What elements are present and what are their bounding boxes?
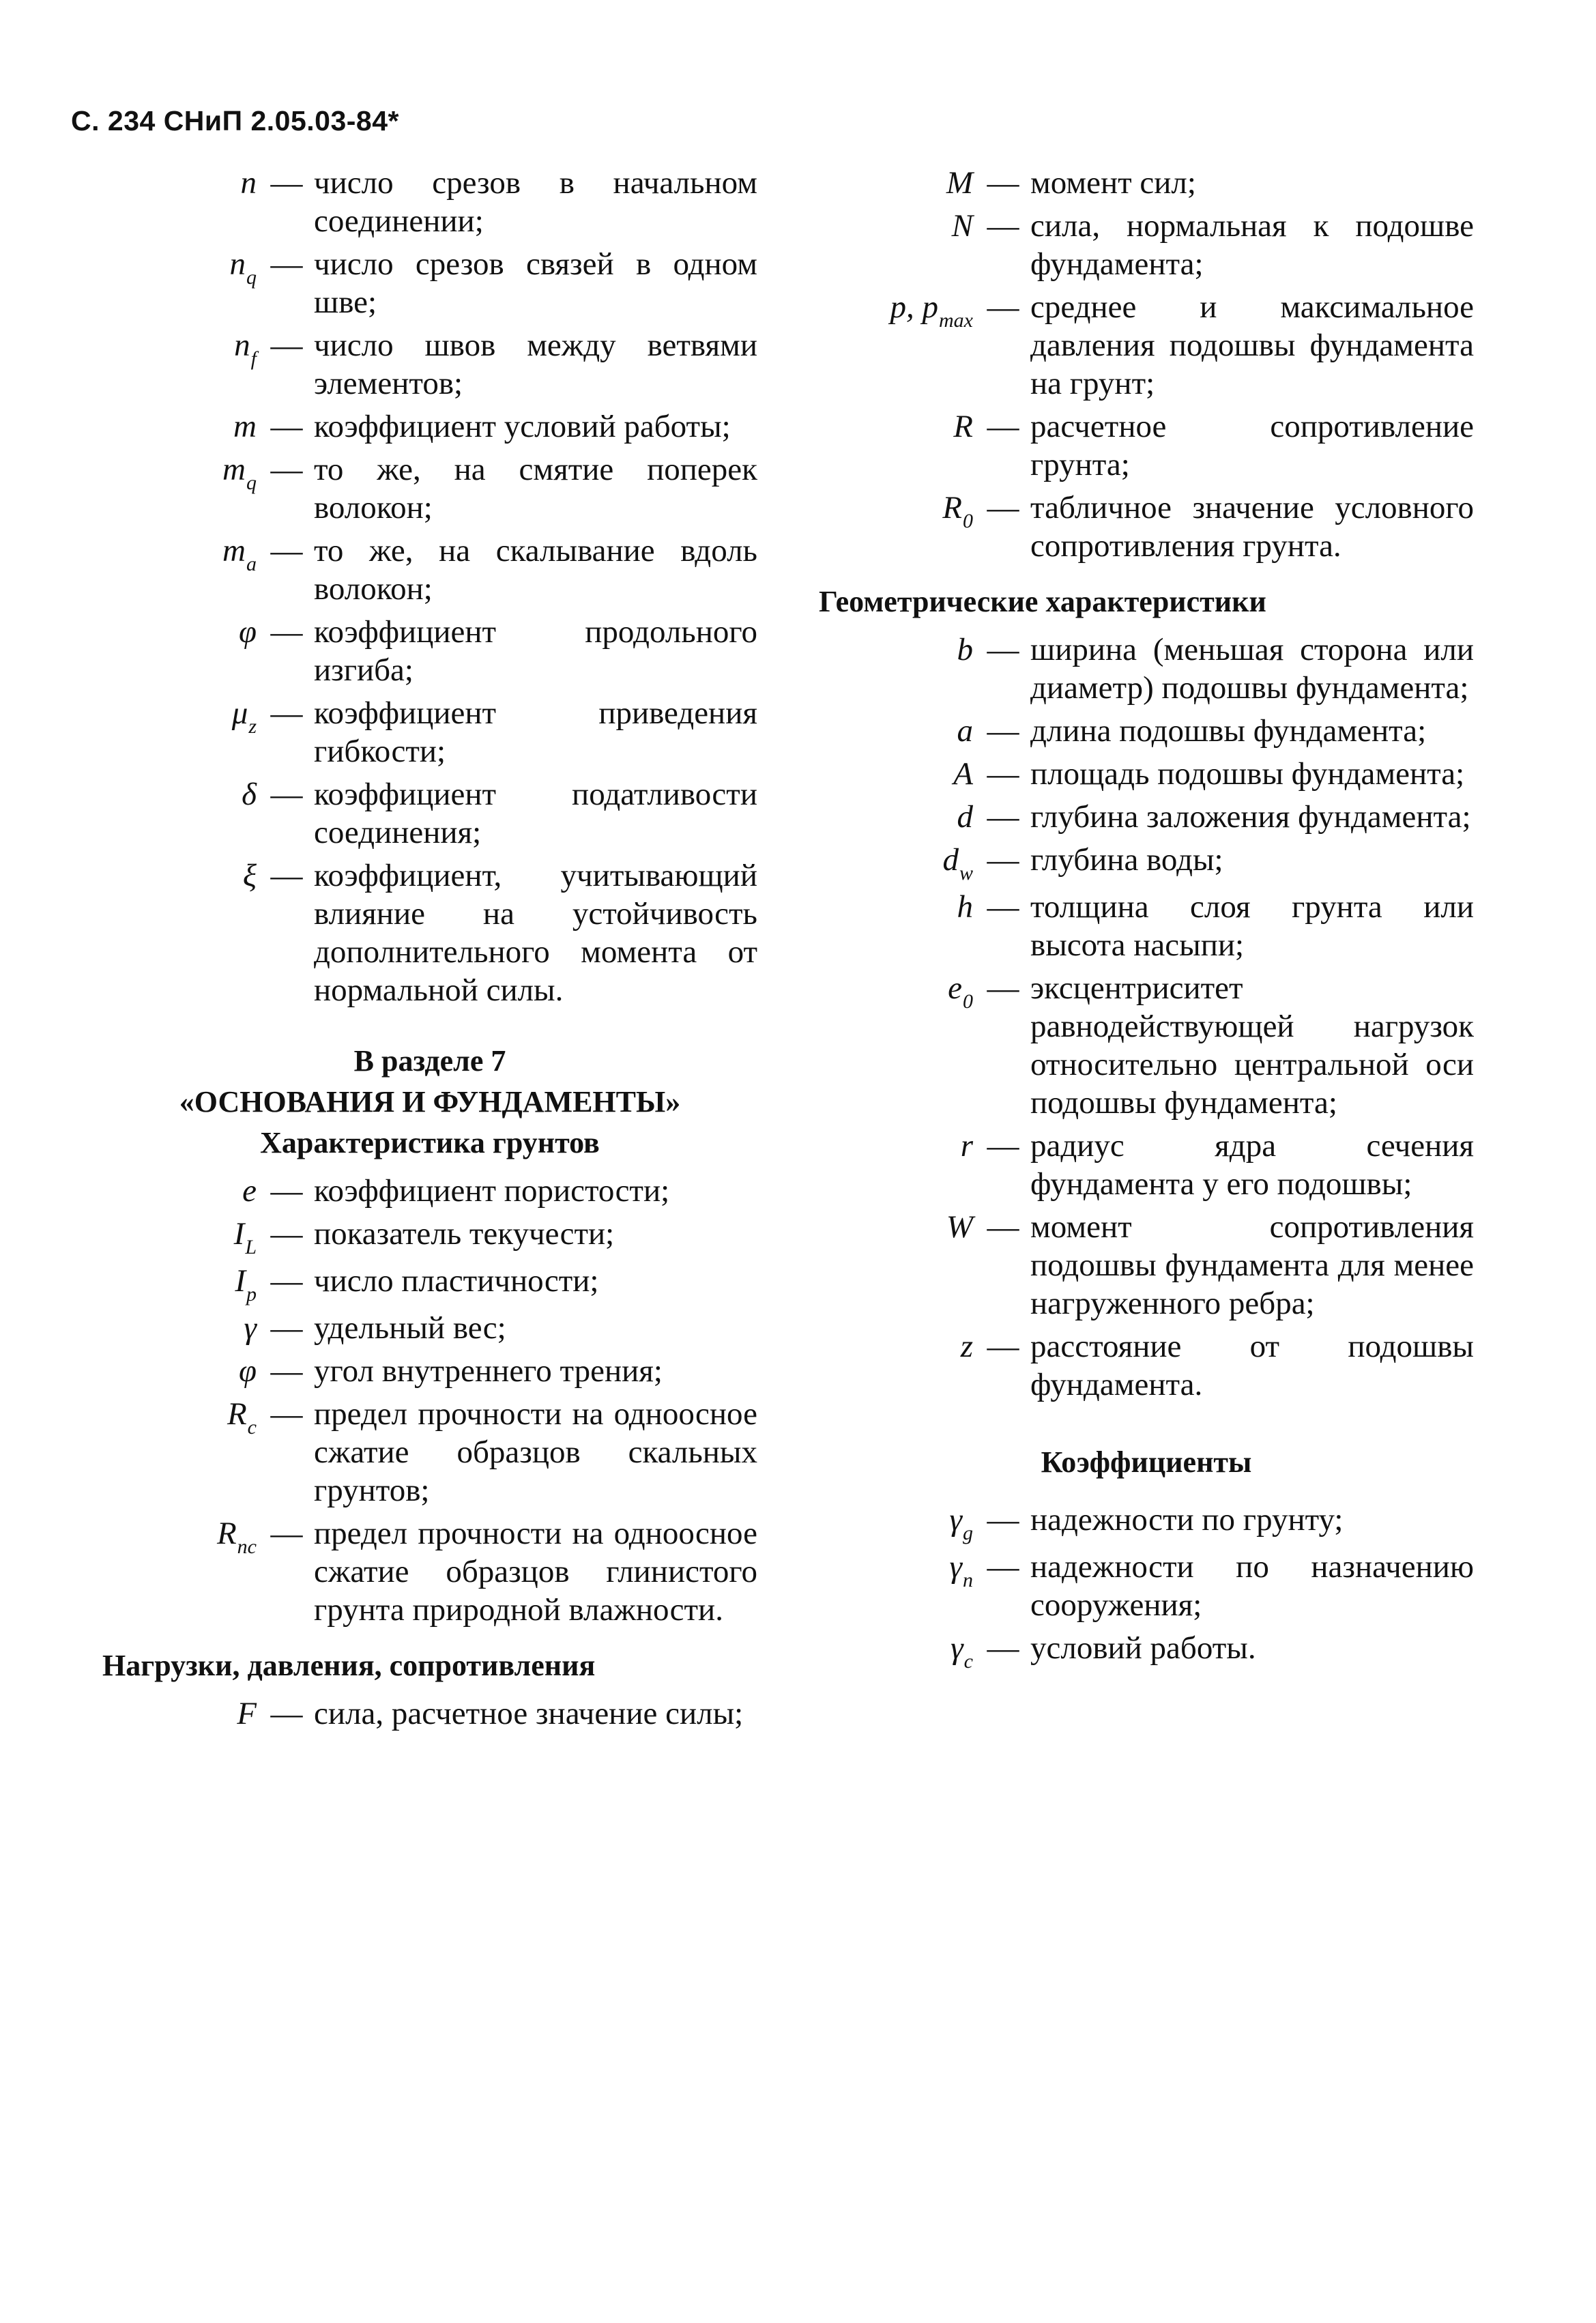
em-dash: —	[987, 409, 1019, 444]
notation-symbol	[102, 856, 266, 895]
notation-description: коэффициент податливости соединения;	[314, 777, 757, 850]
section-title: «ОСНОВАНИЯ И ФУНДАМЕНТЫ»	[179, 1085, 681, 1119]
notation-description: момент сопротивления подошвы фундамента для менее нагруженного ребра;	[1030, 1209, 1474, 1321]
symbol-main: r	[960, 1128, 973, 1164]
notation-entry	[819, 755, 1474, 793]
em-dash: —	[987, 632, 1019, 667]
symbol-main: N	[951, 208, 973, 244]
notation-entry	[102, 532, 757, 608]
symbol-main: δ	[242, 777, 257, 812]
symbol-main: φ	[238, 1353, 257, 1389]
em-dash: —	[270, 1353, 303, 1389]
notation-description: то же, на скалывание вдоль волокон;	[314, 533, 757, 607]
notation-entry	[102, 407, 757, 446]
notation-entry	[819, 841, 1474, 883]
notation-entry	[102, 1395, 757, 1510]
symbol-subscript: z	[248, 715, 257, 738]
notation-description: предел прочности на одноосное сжатие образцов глинистого грунта природной влажности.	[314, 1516, 757, 1628]
notation-symbol	[102, 326, 266, 369]
symbol-main: φ	[238, 614, 257, 650]
notation-entry	[102, 1352, 757, 1390]
em-dash: —	[987, 1329, 1019, 1364]
notation-symbol	[102, 1352, 266, 1390]
notation-entry	[102, 1215, 757, 1257]
notation-symbol	[819, 1208, 983, 1246]
notation-symbol	[819, 841, 983, 883]
notation-entry	[819, 164, 1474, 202]
em-dash: —	[270, 533, 303, 568]
em-dash: —	[987, 889, 1019, 925]
symbol-main: d	[957, 799, 973, 835]
symbol-main: γ	[951, 1630, 963, 1666]
notation-symbol	[819, 1327, 983, 1366]
notation-list-loads	[102, 1694, 757, 1733]
notation-entry	[819, 1208, 1474, 1323]
notation-description: длина подошвы фундамента;	[1030, 713, 1427, 749]
symbol-main: ξ	[242, 858, 257, 893]
notation-description: расстояние от подошвы фундамента.	[1030, 1329, 1474, 1402]
symbol-main: n	[240, 165, 257, 201]
right-column	[819, 164, 1474, 1676]
notation-description: показатель текучести;	[314, 1216, 615, 1252]
symbol-main: a	[957, 713, 973, 749]
em-dash: —	[270, 1216, 303, 1252]
symbol-main: R	[953, 409, 973, 444]
symbol-main: p, p	[890, 289, 939, 325]
symbol-subscript: q	[246, 472, 257, 494]
em-dash: —	[270, 695, 303, 731]
notation-description: ширина (меньшая сторона или диаметр) подошвы фундамента;	[1030, 632, 1474, 706]
notation-entry	[102, 164, 757, 240]
notation-entry	[819, 1501, 1474, 1543]
em-dash: —	[270, 409, 303, 444]
notation-entry	[819, 1127, 1474, 1203]
notation-description: удельный вес;	[314, 1310, 506, 1346]
notation-description: число срезов в начальном соединении;	[314, 165, 757, 239]
notation-description: число швов между ветвями элементов;	[314, 328, 757, 401]
notation-list-left-a	[102, 164, 757, 1009]
notation-entry	[819, 969, 1474, 1122]
symbol-main: n	[234, 328, 250, 363]
notation-description: коэффициент продольного изгиба;	[314, 614, 757, 688]
notation-description: коэффициент условий работы;	[314, 409, 731, 444]
notation-symbol	[102, 164, 266, 202]
notation-symbol	[102, 694, 266, 736]
notation-symbol	[819, 1127, 983, 1165]
notation-description: коэффициент, учитывающий влияние на устойчивость дополнительного момента от нормальной силы.	[314, 858, 757, 1008]
symbol-subscript: p	[246, 1283, 257, 1305]
em-dash: —	[270, 777, 303, 812]
notation-symbol	[819, 631, 983, 669]
symbol-main: z	[960, 1329, 973, 1364]
notation-symbol	[819, 1548, 983, 1590]
notation-description: площадь подошвы фундамента;	[1030, 756, 1465, 792]
notation-description: число пластичности;	[314, 1263, 599, 1299]
notation-description: момент сил;	[1030, 165, 1196, 201]
notation-entry	[819, 207, 1474, 283]
section-label: В разделе 7	[353, 1044, 506, 1078]
notation-symbol	[819, 755, 983, 793]
notation-symbol	[102, 775, 266, 813]
notation-symbol	[102, 1215, 266, 1257]
symbol-subscript: q	[246, 266, 257, 289]
symbol-subscript: g	[963, 1522, 973, 1544]
symbol-main: A	[953, 756, 973, 792]
symbol-main: h	[957, 889, 973, 925]
symbol-main: e	[948, 970, 962, 1006]
notation-description: глубина заложения фундамента;	[1030, 799, 1471, 835]
em-dash: —	[270, 165, 303, 201]
em-dash: —	[987, 756, 1019, 792]
symbol-main: R	[942, 490, 962, 525]
em-dash: —	[270, 1696, 303, 1731]
symbol-subscript: L	[245, 1236, 257, 1258]
symbol-main: b	[957, 632, 973, 667]
notation-description: табличное значение условного сопротивления грунта.	[1030, 490, 1474, 564]
symbol-main: γ	[949, 1549, 962, 1585]
notation-symbol	[102, 1309, 266, 1347]
notation-symbol	[102, 1395, 266, 1437]
em-dash: —	[270, 858, 303, 893]
notation-description: надежности по грунту;	[1030, 1502, 1344, 1538]
symbol-main: γ	[949, 1502, 962, 1538]
em-dash: —	[270, 1173, 303, 1209]
notation-symbol	[819, 207, 983, 245]
notation-entry	[102, 245, 757, 321]
symbol-main: F	[237, 1696, 257, 1731]
notation-symbol	[819, 1629, 983, 1671]
left-column	[102, 164, 757, 1737]
notation-symbol	[819, 888, 983, 926]
symbol-subscript: 0	[963, 990, 973, 1013]
notation-entry	[819, 712, 1474, 750]
em-dash: —	[987, 490, 1019, 525]
notation-symbol	[819, 712, 983, 750]
em-dash: —	[270, 452, 303, 487]
em-dash: —	[987, 1209, 1019, 1245]
symbol-subscript: n	[963, 1569, 973, 1591]
notation-entry	[102, 1694, 757, 1733]
em-dash: —	[987, 799, 1019, 835]
notation-entry	[102, 450, 757, 527]
symbol-main: n	[229, 246, 246, 282]
notation-symbol	[819, 164, 983, 202]
notation-entry	[819, 888, 1474, 964]
notation-entry	[819, 1548, 1474, 1624]
symbol-subscript: 0	[963, 510, 973, 532]
notation-entry	[102, 613, 757, 689]
notation-description: коэффициент приведения гибкости;	[314, 695, 757, 769]
notation-symbol	[102, 1694, 266, 1733]
symbol-subscript: w	[959, 862, 973, 884]
notation-list-coefficients	[819, 1501, 1474, 1671]
notation-entry	[819, 407, 1474, 484]
em-dash: —	[987, 1128, 1019, 1164]
notation-description: среднее и максимальное давления подошвы фундамента на грунт;	[1030, 289, 1474, 401]
notation-symbol	[102, 1262, 266, 1304]
symbol-subscript: nc	[237, 1535, 257, 1558]
notation-entry	[102, 1514, 757, 1629]
notation-description: то же, на смятие поперек волокон;	[314, 452, 757, 525]
notation-symbol	[102, 245, 266, 287]
notation-symbol	[819, 1501, 983, 1543]
notation-entry	[819, 489, 1474, 565]
em-dash: —	[270, 1516, 303, 1551]
notation-entry	[819, 288, 1474, 403]
heading-loads: Нагрузки, давления, сопротивления	[102, 1649, 596, 1682]
notation-entry	[102, 1309, 757, 1347]
em-dash: —	[987, 713, 1019, 749]
notation-list-loads-continued	[819, 164, 1474, 565]
em-dash: —	[987, 1549, 1019, 1585]
symbol-main: M	[946, 165, 973, 201]
notation-entry	[102, 1172, 757, 1210]
notation-entry	[102, 694, 757, 770]
notation-description: угол внутреннего трения;	[314, 1353, 663, 1389]
notation-description: надежности по назначению сооружения;	[1030, 1549, 1474, 1623]
notation-description: радиус ядра сечения фундамента у его подошвы;	[1030, 1128, 1474, 1202]
notation-description: условий работы.	[1030, 1630, 1256, 1666]
notation-symbol	[819, 969, 983, 1011]
symbol-main: e	[242, 1173, 257, 1209]
notation-entry	[102, 856, 757, 1009]
notation-entry	[102, 326, 757, 403]
notation-symbol	[102, 613, 266, 651]
symbol-subscript: c	[247, 1416, 257, 1439]
heading-geometric: Геометрические характеристики	[819, 585, 1266, 618]
notation-list-soils	[102, 1172, 757, 1629]
em-dash: —	[987, 970, 1019, 1006]
notation-description: коэффициент пористости;	[314, 1173, 670, 1209]
notation-entry	[102, 775, 757, 852]
em-dash: —	[987, 208, 1019, 244]
symbol-subscript: a	[246, 553, 257, 575]
notation-description: глубина воды;	[1030, 842, 1223, 878]
notation-symbol	[102, 1514, 266, 1557]
em-dash: —	[987, 1502, 1019, 1538]
em-dash: —	[987, 289, 1019, 325]
notation-symbol	[102, 450, 266, 493]
notation-symbol	[819, 288, 983, 330]
symbol-main: d	[942, 842, 959, 878]
notation-description: эксцентриситет равнодействующей нагрузок относительно центральной оси подошвы фундамента;	[1030, 970, 1474, 1121]
notation-list-geometric	[819, 631, 1474, 1404]
notation-description: расчетное сопротивление грунта;	[1030, 409, 1474, 482]
em-dash: —	[987, 1630, 1019, 1666]
symbol-main: γ	[244, 1310, 257, 1346]
em-dash: —	[987, 165, 1019, 201]
em-dash: —	[987, 842, 1019, 878]
notation-description: предел прочности на одноосное сжатие образцов скальных грунтов;	[314, 1396, 757, 1508]
notation-symbol	[819, 407, 983, 446]
notation-symbol	[819, 798, 983, 836]
notation-symbol	[819, 489, 983, 531]
em-dash: —	[270, 614, 303, 650]
notation-description: число срезов связей в одном шве;	[314, 246, 757, 320]
notation-description: толщина слоя грунта или высота насыпи;	[1030, 889, 1474, 963]
symbol-main: W	[946, 1209, 973, 1245]
notation-description: сила, расчетное значение силы;	[314, 1696, 744, 1731]
symbol-main: I	[233, 1216, 245, 1252]
em-dash: —	[270, 1263, 303, 1299]
page-header: С. 234 СНиП 2.05.03-84*	[71, 105, 399, 136]
notation-entry	[819, 1327, 1474, 1404]
symbol-subscript: c	[963, 1650, 973, 1673]
heading-coefficients: Коэффициенты	[1041, 1445, 1252, 1479]
symbol-main: R	[227, 1396, 247, 1432]
em-dash: —	[270, 1310, 303, 1346]
symbol-main: R	[216, 1516, 237, 1551]
notation-entry	[819, 631, 1474, 707]
symbol-subscript: max	[939, 309, 973, 332]
heading-soil-characteristics: Характеристика грунтов	[260, 1126, 600, 1159]
symbol-subscript: f	[250, 347, 257, 370]
em-dash: —	[270, 328, 303, 363]
notation-description: сила, нормальная к подошве фундамента;	[1030, 208, 1474, 282]
notation-entry	[102, 1262, 757, 1304]
notation-entry	[819, 1629, 1474, 1671]
em-dash: —	[270, 1396, 303, 1432]
symbol-main: m	[222, 533, 246, 568]
notation-entry	[819, 798, 1474, 836]
symbol-main: μ	[231, 695, 248, 731]
notation-symbol	[102, 407, 266, 446]
symbol-main: m	[222, 452, 246, 487]
notation-symbol	[102, 532, 266, 574]
notation-symbol	[102, 1172, 266, 1210]
symbol-main: m	[233, 409, 257, 444]
symbol-main: I	[235, 1263, 246, 1299]
em-dash: —	[270, 246, 303, 282]
